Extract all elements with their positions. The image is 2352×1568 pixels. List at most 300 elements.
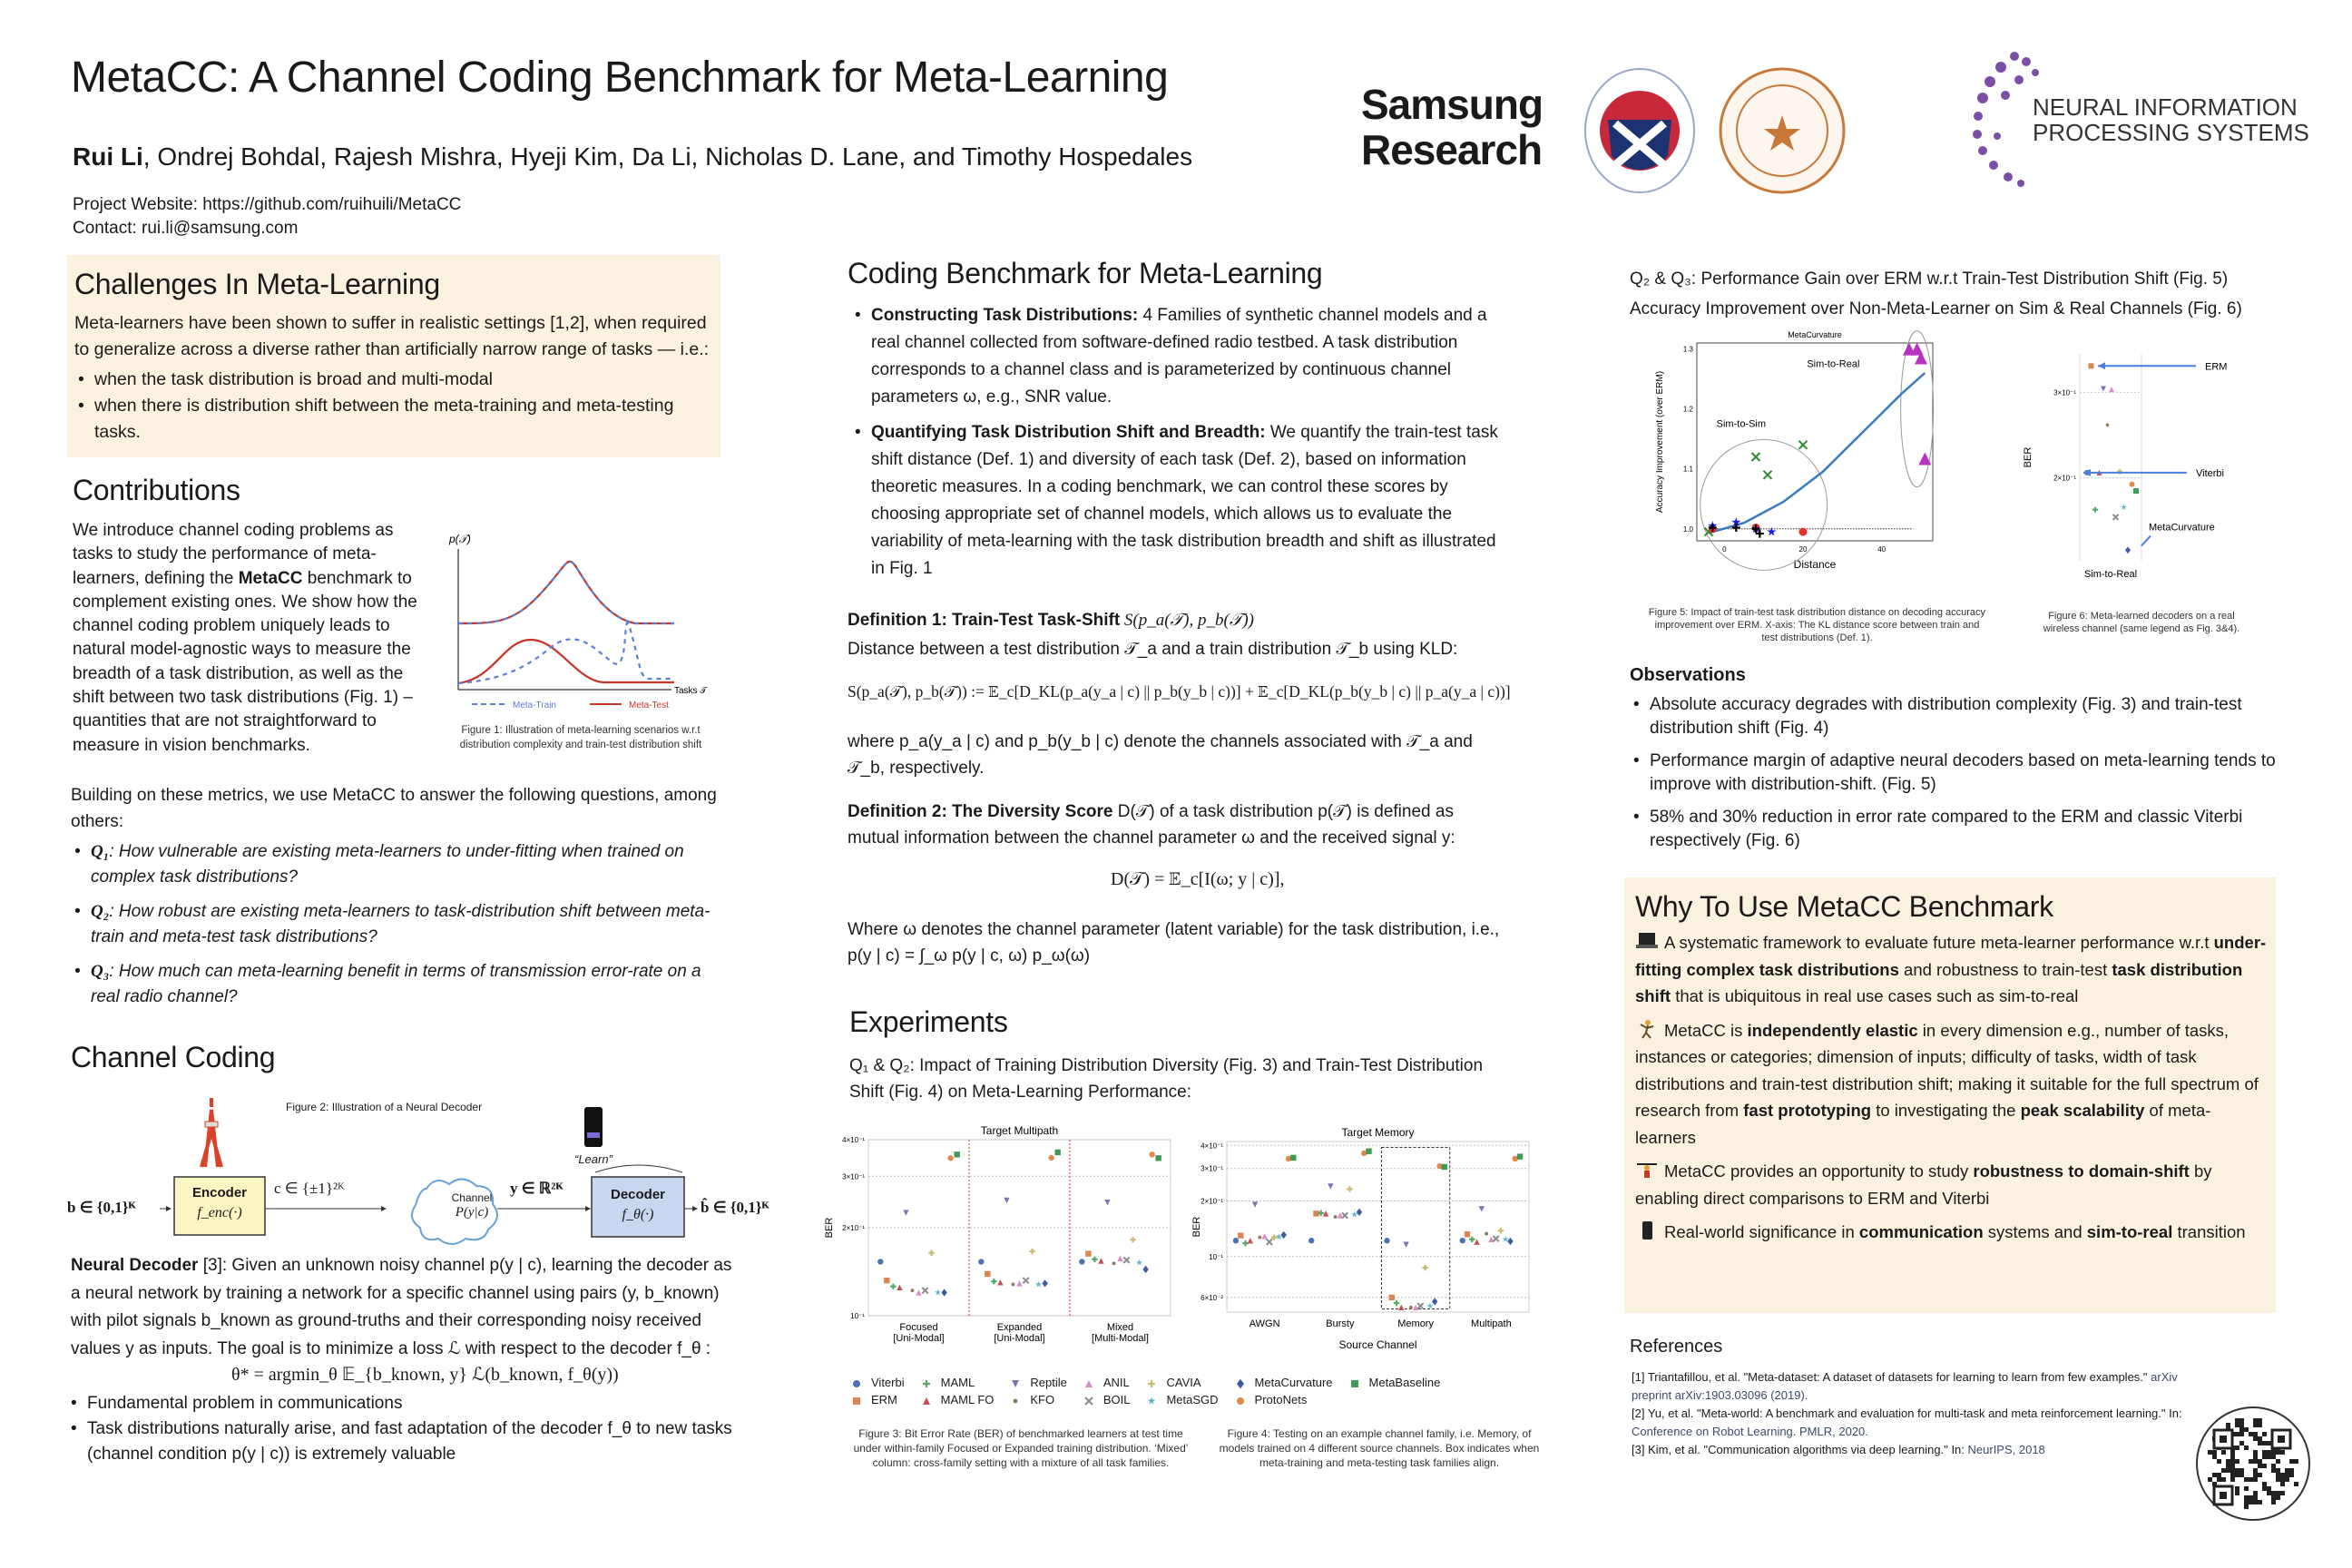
figure1-distribution-plot xyxy=(440,526,721,721)
question-q2 xyxy=(71,899,724,950)
data-point-reptile xyxy=(1479,1206,1485,1211)
plot-area xyxy=(1697,343,1933,541)
text: 4 Families of synthetic channel models and a real channel collected from software-defined radio testbed. A task distribution corresponds to a channel class and is parameterized by continuous channel parameters ω, e.g., SNR value. xyxy=(871,306,1487,407)
section-heading: Contributions xyxy=(73,474,240,506)
legend-label: CAVIA xyxy=(1166,1376,1201,1389)
data-point-kfo xyxy=(1409,1306,1413,1309)
qr-module xyxy=(2276,1477,2280,1482)
y-axis-label: BER xyxy=(2023,446,2034,468)
definition2-formula: D(𝒯) = 𝔼_c[I(ω; y | c)], xyxy=(1111,869,1285,889)
section-heading: Channel Coding xyxy=(71,1041,276,1073)
data-point-erm xyxy=(884,1278,889,1283)
text: benchmark to complement existing ones. We show how the channel coding problem uniquely leads to natural model-agnostic ways to measure the breadth of a task distribution, as well as the shift between two task distributions (Fig. 1) – quantities that are not straightforward to measure in vision benchmarks. xyxy=(73,568,417,755)
qr-module xyxy=(2258,1473,2262,1477)
data-point xyxy=(1799,441,1808,449)
first-author: Rui Li xyxy=(73,142,143,171)
reference-link[interactable]: arXiv preprint arXiv:1903.03096 (2019). xyxy=(1632,1370,2178,1402)
qr-module xyxy=(2258,1423,2262,1427)
qr-module xyxy=(2239,1418,2244,1423)
qr-module xyxy=(2208,1450,2212,1455)
section-heading: Why To Use MetaCC Benchmark xyxy=(1635,890,2053,923)
data-point-protonets xyxy=(1048,1155,1054,1161)
y-tick-label: 3×10⁻¹ xyxy=(1200,1164,1223,1173)
qr-module xyxy=(2208,1477,2212,1482)
contact-email[interactable]: Contact: rui.li@samsung.com xyxy=(73,219,299,238)
text: that is ubiquitous in real use cases such as sim-to-real xyxy=(1671,986,2079,1005)
qr-module xyxy=(2217,1473,2221,1477)
data-point-cavia xyxy=(928,1250,934,1256)
question-q1 xyxy=(71,839,724,890)
project-website[interactable]: Project Website: https://github.com/ruihuili/MetaCC xyxy=(73,195,462,214)
qr-module xyxy=(2280,1450,2285,1455)
ut-austin-seal-logo xyxy=(1717,65,1848,197)
x-tick-label: Mixed xyxy=(1106,1322,1134,1333)
data-point-cavia xyxy=(1422,1265,1427,1270)
data-point-erm xyxy=(1085,1250,1091,1256)
x-axis-label: Distance xyxy=(1793,558,1837,571)
qr-module xyxy=(2262,1441,2267,1446)
qr-module xyxy=(2267,1441,2271,1446)
poster-title: MetaCC: A Channel Coding Benchmark for Meta-Learning xyxy=(71,54,1169,102)
plot-area xyxy=(1227,1142,1529,1312)
x-tick-label: Memory xyxy=(1397,1318,1434,1329)
qr-module xyxy=(2235,1446,2239,1450)
text: D(𝒯) of a task distribution p(𝒯) is defined as mutual information between the channel parameter ω and the received signal y: xyxy=(848,802,1455,848)
logo-text: NEURAL INFORMATION xyxy=(2033,93,2298,121)
qr-module xyxy=(2276,1473,2280,1477)
data-point-maml xyxy=(890,1283,896,1289)
legend-item xyxy=(851,1393,905,1406)
why-item xyxy=(1635,1017,2267,1152)
legend-label: MetaSGD xyxy=(1166,1393,1219,1406)
legend-item xyxy=(1146,1376,1218,1389)
data-point-kfo xyxy=(1258,1236,1261,1240)
qr-module xyxy=(2253,1468,2258,1473)
data-point-viterbi xyxy=(1308,1238,1314,1243)
legend-swatch xyxy=(853,1397,860,1405)
legend-marker xyxy=(1083,1378,1094,1389)
text: [2] Yu, et al. "Meta-world: A benchmark and evaluation for multi-task and meta reinforcement learning." In: xyxy=(1632,1406,2182,1420)
data-point xyxy=(2125,546,2131,554)
data-point-erm xyxy=(985,1271,990,1277)
legend-swatch xyxy=(1148,1380,1155,1387)
legend-label: Reptile xyxy=(1030,1376,1067,1389)
data-point xyxy=(1767,527,1776,536)
data-point-reptile xyxy=(1004,1198,1009,1203)
qr-module xyxy=(2244,1504,2249,1509)
qr-module xyxy=(2271,1495,2276,1500)
qr-module xyxy=(2285,1477,2289,1482)
qr-module xyxy=(2244,1486,2249,1491)
qr-module xyxy=(2230,1450,2235,1455)
y-tick-label: 2×10⁻¹ xyxy=(2053,474,2076,483)
text: [3] Kim, et al. "Communication algorithms via deep learning." In: xyxy=(1632,1443,1968,1456)
qr-module xyxy=(2258,1459,2262,1464)
definition1-formula: S(p_a(𝒯), p_b(𝒯)) := 𝔼_c[D_KL(p_a(y_a | c) || p_b(y_b | c))] + 𝔼_c[D_KL(p_b(y_b | c) || p_a(y_a | c))] xyxy=(848,682,1511,701)
data-point-metacurvature xyxy=(1432,1298,1437,1305)
data-point-protonets xyxy=(1149,1152,1154,1157)
data-point xyxy=(2113,514,2119,520)
legend-swatch xyxy=(1085,1397,1093,1405)
data-point xyxy=(1764,471,1772,479)
text: We quantify the train-test task shift distance (Def. 1) and diversity of each task (Def. 2), based on information theoretic measures. In a coding benchmark, we can control these scores by choosing appropriate set of channel models, which allows us to evaluate the variability of meta-learning with the task distribution breadth and shift as illustrated in Fig. 1 xyxy=(871,423,1498,578)
legend-item xyxy=(1235,1393,1333,1406)
text: MetaCC xyxy=(238,568,303,588)
y-tick-label: 1.0 xyxy=(1682,524,1693,534)
data-point-cavia xyxy=(1029,1249,1034,1254)
definition1-where: where p_a(y_a | c) and p_b(y_b | c) denote the channels associated with 𝒯_a and 𝒯_b, respectively. xyxy=(848,732,1473,778)
text: communication xyxy=(1858,1222,1984,1241)
qr-module xyxy=(2262,1464,2267,1468)
logo-text: PROCESSING SYSTEMS xyxy=(2033,119,2309,146)
qr-module xyxy=(2249,1432,2253,1436)
y-tick-label: 4×10⁻¹ xyxy=(1200,1142,1223,1151)
qr-module xyxy=(2230,1459,2235,1464)
qr-module xyxy=(2235,1491,2239,1495)
q2-q3-heading: Q₂ & Q₃: Performance Gain over ERM w.r.t Train-Test Distribution Shift (Fig. 5) xyxy=(1630,270,2229,289)
figure5-scatter-chart xyxy=(1642,327,1992,603)
data-point-kfo xyxy=(1485,1232,1488,1236)
x-tick-label: 0 xyxy=(1722,545,1727,554)
y-tick-label: 1.2 xyxy=(1682,405,1693,414)
data-point-metacurvature xyxy=(1507,1238,1513,1245)
data-point-viterbi xyxy=(877,1259,883,1264)
data-point-viterbi xyxy=(978,1259,984,1264)
logo-text: Research xyxy=(1361,126,1543,173)
legend-label: MAML FO xyxy=(940,1393,995,1406)
text: in every dimension e.g., number of tasks, instances or categories; dimension of inputs; difficulty of tasks, width of task distributions and train-test distribution shift; making it suitable for the full spectrum of research from xyxy=(1635,1020,2259,1120)
legend-swatch xyxy=(1014,1398,1018,1403)
figure2-title: Figure 2: Illustration of a Neural Decoder xyxy=(286,1101,483,1113)
data-point-boil xyxy=(1267,1239,1272,1244)
qr-module xyxy=(2276,1495,2280,1500)
legend-marker xyxy=(1235,1396,1246,1406)
qr-module xyxy=(2244,1427,2249,1432)
figure4-caption: Figure 4: Testing on an example channel family, i.e. Memory, of models trained on 4 different source channels. Box indicates when meta-training and meta-testing task families align. xyxy=(1219,1427,1540,1469)
y-tick-label: 10⁻¹ xyxy=(850,1312,865,1320)
data-point-maml xyxy=(991,1279,996,1284)
qr-module xyxy=(2239,1423,2244,1427)
y-tick-label: 1.1 xyxy=(1682,465,1693,474)
erm-arrow-head xyxy=(2098,362,2105,369)
qr-module xyxy=(2276,1459,2280,1464)
section-heading: Experiments xyxy=(849,1005,1008,1038)
output-bits: b̂ ∈ {0,1}ᴷ xyxy=(701,1199,769,1216)
qr-module xyxy=(2217,1459,2221,1464)
legend-swatch xyxy=(923,1397,930,1405)
data-point-boil xyxy=(1023,1278,1028,1283)
text: and robustness to train-test xyxy=(1898,959,2112,979)
qr-module xyxy=(2230,1477,2235,1482)
question-text: : How robust are existing meta-learners to task-distribution shift between meta-train and meta-test task distributions? xyxy=(91,902,710,946)
data-point-kfo xyxy=(1012,1283,1015,1287)
text: under-fitting complex task distributions xyxy=(1635,933,2267,979)
qr-module xyxy=(2239,1473,2244,1477)
channel-label: Channel xyxy=(451,1191,493,1204)
learn-label: “Learn” xyxy=(574,1152,612,1166)
data-point-kfo xyxy=(911,1289,915,1292)
data-point-reptile xyxy=(903,1210,908,1215)
data-point xyxy=(2109,387,2114,392)
y-axis-label: Accuracy Improvement (over ERM) xyxy=(1655,370,1665,514)
legend-item xyxy=(1010,1393,1066,1406)
qr-module xyxy=(2230,1455,2235,1459)
data-point-metabaseline xyxy=(1517,1153,1523,1159)
legend-marker xyxy=(1146,1396,1157,1406)
y-tick-label: 10⁻¹ xyxy=(1209,1252,1223,1261)
data-point xyxy=(1799,528,1808,536)
data-point-cavia xyxy=(1347,1186,1352,1191)
list-item xyxy=(851,419,1504,583)
observations-heading: Observations xyxy=(1630,665,1746,685)
qr-module xyxy=(2253,1436,2258,1441)
qr-module xyxy=(2244,1477,2249,1482)
legend-label: ERM xyxy=(871,1393,897,1406)
data-point-anil xyxy=(1261,1233,1267,1239)
qr-module xyxy=(2258,1464,2262,1468)
qr-finder xyxy=(2278,1436,2285,1443)
building-text: Building on these metrics, we use MetaCC to answer the following questions, among others: xyxy=(71,786,717,831)
chart-title: MetaCurvature xyxy=(1788,330,1842,339)
data-point xyxy=(2092,507,2098,513)
qr-module xyxy=(2289,1473,2294,1477)
data-point-maml-fo xyxy=(997,1279,1003,1285)
reference-link[interactable]: Conference on Robot Learning. PMLR, 2020. xyxy=(1632,1425,1868,1438)
data-point-maml-fo xyxy=(1398,1305,1404,1310)
qr-module xyxy=(2280,1477,2285,1482)
data-point-erm xyxy=(1238,1232,1243,1238)
authors xyxy=(73,142,1192,172)
figure6-caption: Figure 6: Meta-learned decoders on a real wireless channel (same legend as Fig. 3&4). xyxy=(2043,611,2240,634)
qr-module xyxy=(2212,1455,2217,1459)
text: We introduce channel coding problems as tasks to study the performance of meta-learners, defining the xyxy=(73,521,394,588)
list-item: • Task distributions naturally arise, and fast adaptation of the decoder f_θ to new tasks (channel condition p(y | c)) is extremely valuable xyxy=(67,1416,748,1467)
legend-meta-test: Meta-Test xyxy=(629,701,669,710)
annotation-label: MetaCurvature xyxy=(2149,522,2215,534)
challenges-section xyxy=(67,255,720,457)
x-tick-label: AWGN xyxy=(1249,1318,1280,1329)
data-point-maml-fo xyxy=(1098,1258,1103,1263)
definition1-text: Distance between a test distribution 𝒯_a and a train distribution 𝒯_b using KLD: xyxy=(848,640,1458,659)
qr-module xyxy=(2271,1450,2276,1455)
x-tick-label: [Multi-Modal] xyxy=(1092,1333,1149,1344)
qr-module xyxy=(2239,1441,2244,1446)
annotation-label: ERM xyxy=(2205,361,2228,373)
metacurvature-arrow xyxy=(2141,535,2151,545)
qr-module xyxy=(2235,1473,2239,1477)
qr-module xyxy=(2262,1450,2267,1455)
data-point-kfo xyxy=(1334,1215,1338,1219)
qr-module xyxy=(2249,1500,2253,1504)
received-signal-label: y ∈ ℝ²ᴷ xyxy=(510,1180,564,1197)
reference-item xyxy=(1632,1368,2194,1405)
qr-module xyxy=(2221,1450,2226,1455)
qr-module xyxy=(2230,1473,2235,1477)
why-item xyxy=(1635,1158,2267,1211)
question-label: Q₃ xyxy=(91,962,110,981)
text: Constructing Task Distributions: xyxy=(871,306,1139,325)
qr-module xyxy=(2271,1468,2276,1473)
legend-marker xyxy=(1010,1378,1021,1389)
climber-icon xyxy=(1635,1019,1659,1039)
data-point xyxy=(2121,504,2127,510)
legend-marker xyxy=(921,1396,932,1406)
legend-marker xyxy=(1235,1378,1246,1389)
qr-module xyxy=(2253,1459,2258,1464)
samsung-research-logo xyxy=(1361,82,1543,172)
qr-module xyxy=(2244,1495,2249,1500)
data-point-cavia xyxy=(1130,1237,1135,1242)
why-item xyxy=(1635,929,2267,1010)
reference-item xyxy=(1632,1441,2194,1459)
data-point xyxy=(2089,363,2094,368)
reference-item xyxy=(1632,1405,2194,1441)
qr-module xyxy=(2253,1455,2258,1459)
y-tick-label: 4×10⁻¹ xyxy=(842,1136,865,1144)
legend-label: BOIL xyxy=(1102,1393,1131,1406)
legend-marker xyxy=(851,1396,862,1406)
x-tick-label: Sim-to-Real xyxy=(2083,569,2138,580)
qr-module xyxy=(2221,1468,2226,1473)
data-point-viterbi xyxy=(1233,1238,1239,1243)
codeword-label: c ∈ {±1}²ᴷ xyxy=(274,1180,345,1197)
encoder-function: f_enc(·) xyxy=(197,1205,242,1220)
qr-module xyxy=(2249,1459,2253,1464)
qr-module xyxy=(2271,1491,2276,1495)
fit-curve xyxy=(1709,373,1925,533)
text: robustness to domain-shift xyxy=(1973,1161,2190,1181)
decoder-label: Decoder xyxy=(610,1187,666,1202)
list-item xyxy=(851,302,1504,411)
legend-swatch xyxy=(1237,1397,1244,1405)
text: peak scalability xyxy=(2020,1101,2145,1120)
data-point-metacurvature xyxy=(941,1289,946,1296)
data-point-boil xyxy=(1123,1257,1129,1262)
data-point-erm xyxy=(1465,1231,1470,1237)
data-point-maml xyxy=(1469,1237,1475,1242)
qr-module xyxy=(2289,1459,2294,1464)
data-point-boil xyxy=(1417,1303,1423,1308)
qr-module xyxy=(2258,1418,2262,1423)
co-authors: , Ondrej Bohdal, Rajesh Mishra, Hyeji Kim, Da Li, Nicholas D. Lane, and Timothy Hospedales xyxy=(142,142,1193,171)
y-tick-label: 2×10⁻¹ xyxy=(842,1224,865,1232)
qr-module xyxy=(2289,1468,2294,1473)
legend-label: Viterbi xyxy=(871,1376,905,1389)
data-point-metasgd xyxy=(935,1289,941,1296)
y-tick-label: 3×10⁻¹ xyxy=(2053,388,2076,397)
text: S(p_a(𝒯), p_b(𝒯)) xyxy=(1120,611,1254,630)
data-point-viterbi xyxy=(1460,1238,1465,1243)
text: Definition 1: Train-Test Task-Shift xyxy=(848,611,1121,630)
neurips-logo-text xyxy=(2033,94,2309,145)
text: [3]: Given an unknown noisy channel p(y | c), learning the decoder as a neural network by training a network for a specific channel using pairs (y, b_known) with pilot signals b_known as ground-truths and their corresponding noisy received values y as inputs. The goal is to minimize a loss ℒ with respect to the decoder f_θ : xyxy=(71,1256,732,1358)
data-point xyxy=(1752,453,1760,461)
qr-module xyxy=(2226,1423,2230,1427)
data-point-boil xyxy=(1493,1236,1498,1241)
text: systems and xyxy=(1983,1222,2087,1241)
qr-module xyxy=(2244,1500,2249,1504)
reference-link[interactable]: NeurIPS, 2018 xyxy=(1967,1443,2045,1456)
figure5-caption: Figure 5: Impact of train-test task distribution distance on decoding accuracy improvement over ERM. X-axis: The KL distance score between train and test distributions (Def. 1). xyxy=(1648,607,1986,643)
legend-item xyxy=(1083,1376,1131,1389)
qr-module xyxy=(2235,1459,2239,1464)
data-point-maml-fo xyxy=(897,1285,902,1290)
meta-test-curve xyxy=(458,640,674,683)
qr-module xyxy=(2239,1427,2244,1432)
data-point-reptile xyxy=(1252,1201,1258,1207)
qr-module xyxy=(2294,1482,2298,1486)
data-point-viterbi xyxy=(1384,1238,1389,1243)
legend-label: ProtoNets xyxy=(1254,1393,1308,1406)
meta-train-curve xyxy=(458,622,674,683)
references-heading: References xyxy=(1630,1337,1723,1357)
data-point-metacurvature xyxy=(1042,1279,1047,1287)
x-tick-label: Bursty xyxy=(1326,1318,1355,1329)
y-axis-label: BER xyxy=(1191,1216,1202,1238)
qr-module xyxy=(2235,1423,2239,1427)
phone-receiver-icon xyxy=(583,1105,604,1149)
data-point xyxy=(2133,488,2139,494)
legend-swatch xyxy=(923,1380,930,1387)
legend-marker xyxy=(1083,1396,1094,1406)
data-point-metacurvature xyxy=(1357,1209,1362,1216)
qr-module xyxy=(2235,1468,2239,1473)
text: Real-world significance in xyxy=(1664,1222,1859,1241)
legend-item xyxy=(1010,1376,1066,1389)
text: A systematic framework to evaluate future meta-learner performance w.r.t xyxy=(1664,933,2214,952)
qr-finder xyxy=(2220,1436,2227,1443)
legend-item xyxy=(921,1393,995,1406)
qr-module xyxy=(2280,1473,2285,1477)
legend-label: MetaCurvature xyxy=(1254,1376,1333,1389)
legend-item xyxy=(1083,1393,1131,1406)
qr-code[interactable] xyxy=(2194,1405,2312,1523)
input-bits: b ∈ {0,1}ᴷ xyxy=(67,1199,136,1216)
list-item: • Fundamental problem in communications xyxy=(67,1391,748,1416)
qr-module xyxy=(2226,1459,2230,1464)
channel-function: P(y|c) xyxy=(455,1205,489,1220)
qr-module xyxy=(2267,1491,2271,1495)
text: by enabling direct comparisons to ERM and Viterbi xyxy=(1635,1161,2212,1208)
qr-module xyxy=(2271,1500,2276,1504)
qr-module xyxy=(2253,1500,2258,1504)
qr-module xyxy=(2239,1468,2244,1473)
data-point-erm xyxy=(1389,1295,1395,1300)
x-tick-label: Focused xyxy=(899,1322,938,1333)
legend-swatch xyxy=(1351,1380,1358,1387)
data-point-metasgd xyxy=(1136,1259,1142,1266)
qr-module xyxy=(2212,1450,2217,1455)
qr-module xyxy=(2280,1482,2285,1486)
qr-module xyxy=(2235,1486,2239,1491)
qr-module xyxy=(2267,1455,2271,1459)
legend-marker xyxy=(851,1378,862,1389)
experiments-subtitle: Q₁ & Q₂: Impact of Training Distribution Diversity (Fig. 3) and Train-Test Distribution Shift (Fig. 4) on Meta-Learning Performance: xyxy=(849,1056,1484,1102)
legend-marker xyxy=(1349,1378,1360,1389)
definition1-title xyxy=(848,607,1254,633)
qr-module xyxy=(2212,1473,2217,1477)
text: task distribution shift xyxy=(1635,959,2243,1005)
data-point-kfo xyxy=(1112,1261,1116,1265)
section-heading: Challenges In Meta-Learning xyxy=(74,268,440,300)
challenges-intro: Meta-learners have been shown to suffer in realistic settings [1,2], when required to generalize across a diverse rather than artificially narrow range of tasks — i.e.: xyxy=(74,313,710,359)
qr-module xyxy=(2217,1477,2221,1482)
legend-marker xyxy=(1146,1378,1157,1389)
transmitter-tower-icon xyxy=(189,1096,234,1169)
legend-marker xyxy=(921,1378,932,1389)
qr-module xyxy=(2253,1477,2258,1482)
weightlifter-icon xyxy=(1635,1160,1659,1180)
